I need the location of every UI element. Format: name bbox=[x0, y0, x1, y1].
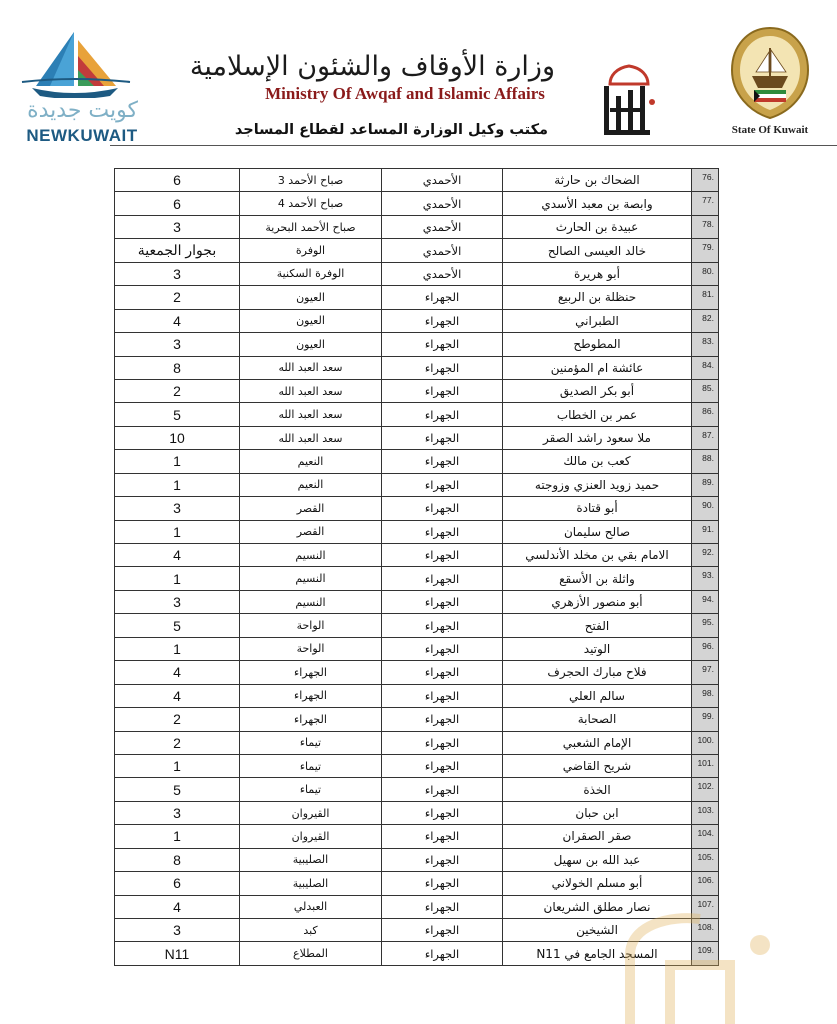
row-index-cell: 95. bbox=[692, 614, 719, 637]
mosque-name-cell: الوتيد bbox=[503, 637, 692, 660]
row-index-cell: 100. bbox=[692, 731, 719, 754]
table-row bbox=[115, 778, 719, 801]
area-cell: النعيم bbox=[240, 450, 382, 473]
area-cell: الصليبية bbox=[240, 848, 382, 871]
table-row bbox=[115, 286, 719, 309]
table-row bbox=[115, 379, 719, 402]
area-cell: النسيم bbox=[240, 544, 382, 567]
mosque-count-cell: 1 bbox=[115, 450, 240, 473]
governorate-cell: الجهراء bbox=[382, 356, 503, 379]
governorate-cell: الجهراء bbox=[382, 801, 503, 824]
governorate-cell: الجهراء bbox=[382, 403, 503, 426]
mosque-name-cell: الضحاك بن حارثة bbox=[503, 169, 692, 192]
table-row bbox=[115, 614, 719, 637]
table-row bbox=[115, 169, 719, 192]
mosque-count-cell: 1 bbox=[115, 754, 240, 777]
emblem-english-text: State Of Kuwait bbox=[731, 124, 809, 136]
mosque-count-cell: 1 bbox=[115, 567, 240, 590]
area-cell: سعد العبد الله bbox=[240, 426, 382, 449]
table-row bbox=[115, 192, 719, 215]
masajid-calligraphy-icon bbox=[596, 62, 662, 140]
governorate-cell: الجهراء bbox=[382, 567, 503, 590]
area-cell: القصر bbox=[240, 497, 382, 520]
table-row bbox=[115, 239, 719, 262]
row-index-cell: 102. bbox=[692, 778, 719, 801]
area-cell: سعد العبد الله bbox=[240, 403, 382, 426]
row-index-cell: 103. bbox=[692, 801, 719, 824]
area-cell: الجهراء bbox=[240, 661, 382, 684]
mosque-count-cell: 1 bbox=[115, 637, 240, 660]
mosque-count-cell: 3 bbox=[115, 497, 240, 520]
mosque-count-cell: 5 bbox=[115, 403, 240, 426]
table-row bbox=[115, 403, 719, 426]
table-row bbox=[115, 872, 719, 895]
table-row bbox=[115, 684, 719, 707]
area-cell: النعيم bbox=[240, 473, 382, 496]
governorate-cell: الجهراء bbox=[382, 544, 503, 567]
governorate-cell: الجهراء bbox=[382, 497, 503, 520]
mosque-name-cell: الطبراني bbox=[503, 309, 692, 332]
governorate-cell: الأحمدي bbox=[382, 239, 503, 262]
governorate-cell: الجهراء bbox=[382, 684, 503, 707]
table-row bbox=[115, 356, 719, 379]
table-row bbox=[115, 848, 719, 871]
mosque-count-cell: 3 bbox=[115, 262, 240, 285]
table-row bbox=[115, 590, 719, 613]
governorate-cell: الجهراء bbox=[382, 333, 503, 356]
area-cell: العيون bbox=[240, 309, 382, 332]
governorate-cell: الجهراء bbox=[382, 614, 503, 637]
area-cell: القيروان bbox=[240, 825, 382, 848]
office-title: مكتب وكيل الوزارة المساعد لقطاع المساجد bbox=[234, 122, 548, 138]
governorate-cell: الجهراء bbox=[382, 872, 503, 895]
governorate-cell: الجهراء bbox=[382, 731, 503, 754]
governorate-cell: الجهراء bbox=[382, 661, 503, 684]
mosque-count-cell: 1 bbox=[115, 825, 240, 848]
table-row bbox=[115, 473, 719, 496]
area-cell: النسيم bbox=[240, 567, 382, 590]
mosque-name-cell: المسجد الجامع في N11 bbox=[503, 942, 692, 965]
area-cell: سعد العبد الله bbox=[240, 379, 382, 402]
row-index-cell: 105. bbox=[692, 848, 719, 871]
mosque-name-cell: عمر بن الخطاب bbox=[503, 403, 692, 426]
governorate-cell: الأحمدي bbox=[382, 262, 503, 285]
row-index-cell: 97. bbox=[692, 661, 719, 684]
area-cell: النسيم bbox=[240, 590, 382, 613]
table-row bbox=[115, 825, 719, 848]
mosque-name-cell: عائشة ام المؤمنين bbox=[503, 356, 692, 379]
newkuwait-latin-text: NEWKUWAIT bbox=[26, 126, 138, 145]
mosque-name-cell: عبد الله بن سهيل bbox=[503, 848, 692, 871]
governorate-cell: الجهراء bbox=[382, 778, 503, 801]
mosque-name-cell: حنظلة بن الربيع bbox=[503, 286, 692, 309]
row-index-cell: 99. bbox=[692, 708, 719, 731]
mosque-count-cell: 5 bbox=[115, 778, 240, 801]
area-cell: العيون bbox=[240, 286, 382, 309]
area-cell: تيماء bbox=[240, 778, 382, 801]
mosque-name-cell: أبو منصور الأزهري bbox=[503, 590, 692, 613]
row-index-cell: 101. bbox=[692, 754, 719, 777]
mosque-name-cell: ابن حبان bbox=[503, 801, 692, 824]
row-index-cell: 82. bbox=[692, 309, 719, 332]
mosque-count-cell: 2 bbox=[115, 286, 240, 309]
table-row bbox=[115, 426, 719, 449]
area-cell: القصر bbox=[240, 520, 382, 543]
mosque-name-cell: ملا سعود راشد الصقر bbox=[503, 426, 692, 449]
mosque-count-cell: 10 bbox=[115, 426, 240, 449]
mosque-count-cell: 2 bbox=[115, 708, 240, 731]
mosque-count-cell: 8 bbox=[115, 356, 240, 379]
table-row bbox=[115, 661, 719, 684]
mosque-name-cell: أبو هريرة bbox=[503, 262, 692, 285]
mosque-count-cell: 4 bbox=[115, 309, 240, 332]
table-row bbox=[115, 544, 719, 567]
mosque-count-cell: 6 bbox=[115, 169, 240, 192]
governorate-cell: الجهراء bbox=[382, 942, 503, 965]
row-index-cell: 87. bbox=[692, 426, 719, 449]
newkuwait-logo bbox=[14, 26, 138, 145]
mosque-name-cell: صالح سليمان bbox=[503, 520, 692, 543]
ministry-arabic-name: وزارة الأوقاف والشئون الإسلامية bbox=[189, 51, 555, 82]
governorate-cell: الأحمدي bbox=[382, 215, 503, 238]
area-cell: العبدلي bbox=[240, 895, 382, 918]
table-row bbox=[115, 567, 719, 590]
governorate-cell: الجهراء bbox=[382, 426, 503, 449]
row-index-cell: 86. bbox=[692, 403, 719, 426]
area-cell: الجهراء bbox=[240, 684, 382, 707]
area-cell: صباح الأحمد 3 bbox=[240, 169, 382, 192]
row-index-cell: 88. bbox=[692, 450, 719, 473]
mosque-name-cell: كعب بن مالك bbox=[503, 450, 692, 473]
mosque-count-cell: 3 bbox=[115, 919, 240, 942]
kuwait-emblem-icon bbox=[728, 26, 812, 122]
mosque-name-cell: سالم العلي bbox=[503, 684, 692, 707]
row-index-cell: 89. bbox=[692, 473, 719, 496]
mosque-count-cell: 4 bbox=[115, 544, 240, 567]
mosque-count-cell: 2 bbox=[115, 379, 240, 402]
mosque-name-cell: الفتح bbox=[503, 614, 692, 637]
mosque-count-cell: 3 bbox=[115, 801, 240, 824]
row-index-cell: 81. bbox=[692, 286, 719, 309]
row-index-cell: 98. bbox=[692, 684, 719, 707]
area-cell: العيون bbox=[240, 333, 382, 356]
area-cell: صباح الأحمد 4 bbox=[240, 192, 382, 215]
governorate-cell: الجهراء bbox=[382, 379, 503, 402]
mosque-name-cell: الشيخين bbox=[503, 919, 692, 942]
table-row bbox=[115, 309, 719, 332]
governorate-cell: الجهراء bbox=[382, 473, 503, 496]
mosque-count-cell: 8 bbox=[115, 848, 240, 871]
area-cell: تيماء bbox=[240, 731, 382, 754]
letterhead bbox=[0, 0, 837, 150]
mosque-count-cell: 1 bbox=[115, 473, 240, 496]
table-row bbox=[115, 731, 719, 754]
mosque-name-cell: عبيدة بن الحارث bbox=[503, 215, 692, 238]
table-row bbox=[115, 215, 719, 238]
row-index-cell: 90. bbox=[692, 497, 719, 520]
row-index-cell: 107. bbox=[692, 895, 719, 918]
mosque-name-cell: الخذة bbox=[503, 778, 692, 801]
mosque-count-cell: N11 bbox=[115, 942, 240, 965]
row-index-cell: 91. bbox=[692, 520, 719, 543]
row-index-cell: 79. bbox=[692, 239, 719, 262]
row-index-cell: 94. bbox=[692, 590, 719, 613]
table-row bbox=[115, 520, 719, 543]
mosque-count-cell: 2 bbox=[115, 731, 240, 754]
area-cell: تيماء bbox=[240, 754, 382, 777]
area-cell: الوفرة السكنية bbox=[240, 262, 382, 285]
newkuwait-arabic-text: كويت جديدة bbox=[27, 98, 138, 123]
mosque-name-cell: المطوطح bbox=[503, 333, 692, 356]
mosque-name-cell: أبو مسلم الخولاني bbox=[503, 872, 692, 895]
governorate-cell: الجهراء bbox=[382, 286, 503, 309]
row-index-cell: 108. bbox=[692, 919, 719, 942]
row-index-cell: 80. bbox=[692, 262, 719, 285]
row-index-cell: 83. bbox=[692, 333, 719, 356]
mosque-count-cell: 5 bbox=[115, 614, 240, 637]
table-row bbox=[115, 333, 719, 356]
table-row bbox=[115, 708, 719, 731]
governorate-cell: الجهراء bbox=[382, 309, 503, 332]
governorate-cell: الجهراء bbox=[382, 520, 503, 543]
newkuwait-sail-icon bbox=[14, 26, 134, 98]
area-cell: كبد bbox=[240, 919, 382, 942]
emblem-label bbox=[724, 124, 816, 136]
mosque-name-cell: صقر الصقران bbox=[503, 825, 692, 848]
table-row bbox=[115, 754, 719, 777]
area-cell: الوفرة bbox=[240, 239, 382, 262]
governorate-cell: الجهراء bbox=[382, 450, 503, 473]
row-index-cell: 84. bbox=[692, 356, 719, 379]
mosque-name-cell: حميد زويد العنزي وزوجته bbox=[503, 473, 692, 496]
mosque-count-cell: 4 bbox=[115, 895, 240, 918]
mosque-name-cell: أبو بكر الصديق bbox=[503, 379, 692, 402]
area-cell: القيروان bbox=[240, 801, 382, 824]
mosque-name-cell: فلاح مبارك الحجرف bbox=[503, 661, 692, 684]
mosque-count-cell: بجوار الجمعية bbox=[115, 239, 240, 262]
mosque-name-cell: الامام بقي بن مخلد الأندلسي bbox=[503, 544, 692, 567]
mosque-name-cell: الإمام الشعبي bbox=[503, 731, 692, 754]
mosque-name-cell: وابصة بن معبد الأسدي bbox=[503, 192, 692, 215]
table-row bbox=[115, 497, 719, 520]
mosque-table-body bbox=[115, 169, 719, 966]
row-index-cell: 78. bbox=[692, 215, 719, 238]
governorate-cell: الجهراء bbox=[382, 637, 503, 660]
area-cell: المطلاع bbox=[240, 942, 382, 965]
governorate-cell: الجهراء bbox=[382, 848, 503, 871]
governorate-cell: الجهراء bbox=[382, 754, 503, 777]
mosque-name-cell: واثلة بن الأسقع bbox=[503, 567, 692, 590]
header-rule bbox=[110, 145, 837, 146]
mosque-count-cell: 1 bbox=[115, 520, 240, 543]
mosque-count-cell: 3 bbox=[115, 333, 240, 356]
area-cell: سعد العبد الله bbox=[240, 356, 382, 379]
mosque-table bbox=[114, 168, 719, 966]
row-index-cell: 106. bbox=[692, 872, 719, 895]
table-row bbox=[115, 450, 719, 473]
governorate-cell: الجهراء bbox=[382, 919, 503, 942]
table-row bbox=[115, 637, 719, 660]
mosque-name-cell: نصار مطلق الشريعان bbox=[503, 895, 692, 918]
governorate-cell: الأحمدي bbox=[382, 192, 503, 215]
governorate-cell: الجهراء bbox=[382, 708, 503, 731]
mosque-name-cell: الصحابة bbox=[503, 708, 692, 731]
governorate-cell: الجهراء bbox=[382, 895, 503, 918]
area-cell: الجهراء bbox=[240, 708, 382, 731]
governorate-cell: الجهراء bbox=[382, 590, 503, 613]
mosque-count-cell: 4 bbox=[115, 684, 240, 707]
ministry-english-name: Ministry Of Awqaf and Islamic Affairs bbox=[265, 84, 545, 103]
area-cell: الواحة bbox=[240, 614, 382, 637]
mosque-name-cell: شريح القاضي bbox=[503, 754, 692, 777]
table-row bbox=[115, 801, 719, 824]
area-cell: صباح الأحمد البحرية bbox=[240, 215, 382, 238]
mosque-table-container bbox=[114, 168, 718, 966]
mosque-name-cell: أبو قتادة bbox=[503, 497, 692, 520]
row-index-cell: 85. bbox=[692, 379, 719, 402]
row-index-cell: 109. bbox=[692, 942, 719, 965]
row-index-cell: 104. bbox=[692, 825, 719, 848]
mosque-count-cell: 3 bbox=[115, 590, 240, 613]
area-cell: الصليبية bbox=[240, 872, 382, 895]
row-index-cell: 92. bbox=[692, 544, 719, 567]
row-index-cell: 93. bbox=[692, 567, 719, 590]
mosque-count-cell: 6 bbox=[115, 872, 240, 895]
governorate-cell: الجهراء bbox=[382, 825, 503, 848]
mosque-count-cell: 4 bbox=[115, 661, 240, 684]
mosque-count-cell: 3 bbox=[115, 215, 240, 238]
row-index-cell: 76. bbox=[692, 169, 719, 192]
mosque-count-cell: 6 bbox=[115, 192, 240, 215]
row-index-cell: 96. bbox=[692, 637, 719, 660]
masajid-watermark-icon bbox=[610, 905, 790, 1024]
table-row bbox=[115, 262, 719, 285]
governorate-cell: الأحمدي bbox=[382, 169, 503, 192]
row-index-cell: 77. bbox=[692, 192, 719, 215]
mosque-name-cell: خالد العيسى الصالح bbox=[503, 239, 692, 262]
ministry-title bbox=[189, 50, 555, 104]
area-cell: الواحة bbox=[240, 637, 382, 660]
